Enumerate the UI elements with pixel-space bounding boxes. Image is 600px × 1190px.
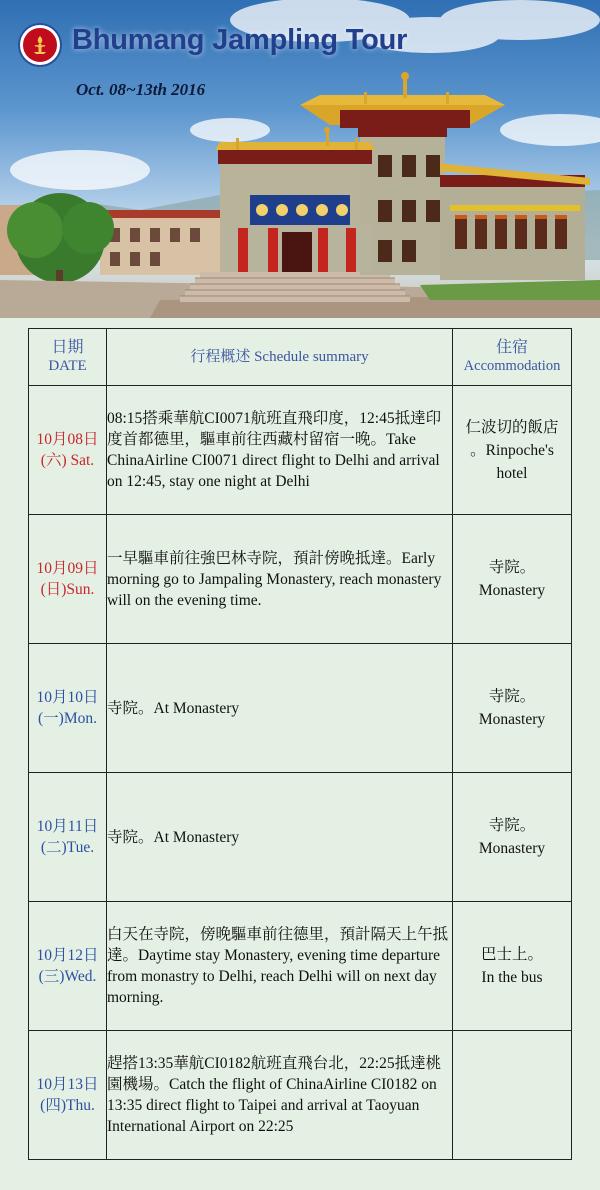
date-label: 10月12日 (36, 947, 99, 964)
table-row (29, 515, 572, 644)
accommodation-cell (453, 515, 572, 644)
header-accommodation (453, 329, 572, 386)
accommodation-zh: 巴士上。 (480, 946, 543, 963)
summary-cell: 一早驅車前往強巴林寺院，預計傍晚抵達。Early morning go to Jampaling Monastery, reach monastery will on the evening time. (107, 515, 453, 644)
date-cell (29, 1031, 107, 1160)
accommodation-zh: 寺院。 (488, 817, 536, 834)
date-label: 10月10日 (36, 689, 99, 706)
accommodation-cell (453, 386, 572, 515)
weekday-label: (三)Wed. (38, 968, 97, 985)
accommodation-en: In the bus (481, 969, 543, 986)
summary-cell: 趕搭13:35華航CI0182航班直飛台北，22:25抵達桃園機場。Catch the flight of ChinaAirline CI0182 on 13:35 direct flight to Taipei and arrival at Taoyuan International Airport on 22:25 (107, 1031, 453, 1160)
header-acc-zh: 住宿 (495, 339, 528, 356)
header-summary (107, 329, 453, 386)
accommodation-zh: 仁波切的飯店 (465, 418, 559, 436)
table-row (29, 902, 572, 1031)
header-summary-label: 行程概述 Schedule summary (190, 348, 369, 365)
buddhist-emblem-icon (20, 25, 60, 65)
accommodation-en: Monastery (478, 711, 546, 728)
date-label: 10月11日 (36, 818, 99, 835)
date-cell (29, 773, 107, 902)
header-banner (0, 0, 600, 318)
date-cell (29, 902, 107, 1031)
date-cell (29, 644, 107, 773)
table-header-row (29, 329, 572, 386)
accommodation-en: Monastery (478, 840, 546, 857)
weekday-label: (二)Tue. (40, 839, 95, 856)
accommodation-zh: 寺院。 (488, 688, 536, 705)
accommodation-cell (453, 902, 572, 1031)
weekday-label: (四)Thu. (40, 1097, 95, 1114)
summary-cell: 寺院。At Monastery (107, 773, 453, 902)
table-row (29, 773, 572, 902)
header-date-zh: 日期 (51, 339, 84, 356)
header-acc-en: Accommodation (463, 358, 561, 374)
header-date (29, 329, 107, 386)
accommodation-cell (453, 773, 572, 902)
weekday-label: (一)Mon. (38, 710, 97, 727)
table-row (29, 644, 572, 773)
summary-cell: 08:15搭乘華航CI0071航班直飛印度，12:45抵達印度首都德里，驅車前往西藏村留宿一晚。Take ChinaAirline CI0071 direct flight to Delhi and arrival on 12:45, stay one night at Delhi (107, 386, 453, 515)
table-row (29, 1031, 572, 1160)
accommodation-cell (453, 1031, 572, 1160)
summary-cell: 白天在寺院，傍晚驅車前往德里，預計隔天上午抵達。Daytime stay Monastery, evening time departure from monastry to Delhi, reach Delhi will on next day morning. (107, 902, 453, 1031)
header-date-en: DATE (48, 358, 87, 374)
date-label: 10月13日 (36, 1076, 99, 1093)
date-label: 10月09日 (36, 560, 99, 577)
schedule-table (28, 328, 572, 1160)
date-cell (29, 386, 107, 515)
tour-title: Bhumang Jampling Tour (72, 24, 408, 56)
accommodation-cell (453, 644, 572, 773)
accommodation-en: Monastery (478, 582, 546, 599)
accommodation-zh: 寺院。 (488, 559, 536, 576)
weekday-label: (六) Sat. (40, 452, 95, 469)
date-cell (29, 515, 107, 644)
accommodation-en: 。Rinpoche's hotel (470, 441, 554, 482)
summary-cell: 寺院。At Monastery (107, 644, 453, 773)
table-row (29, 386, 572, 515)
weekday-label: (日)Sun. (40, 581, 95, 598)
tour-dates: Oct. 08~13th 2016 (76, 80, 206, 99)
date-label: 10月08日 (36, 431, 99, 448)
